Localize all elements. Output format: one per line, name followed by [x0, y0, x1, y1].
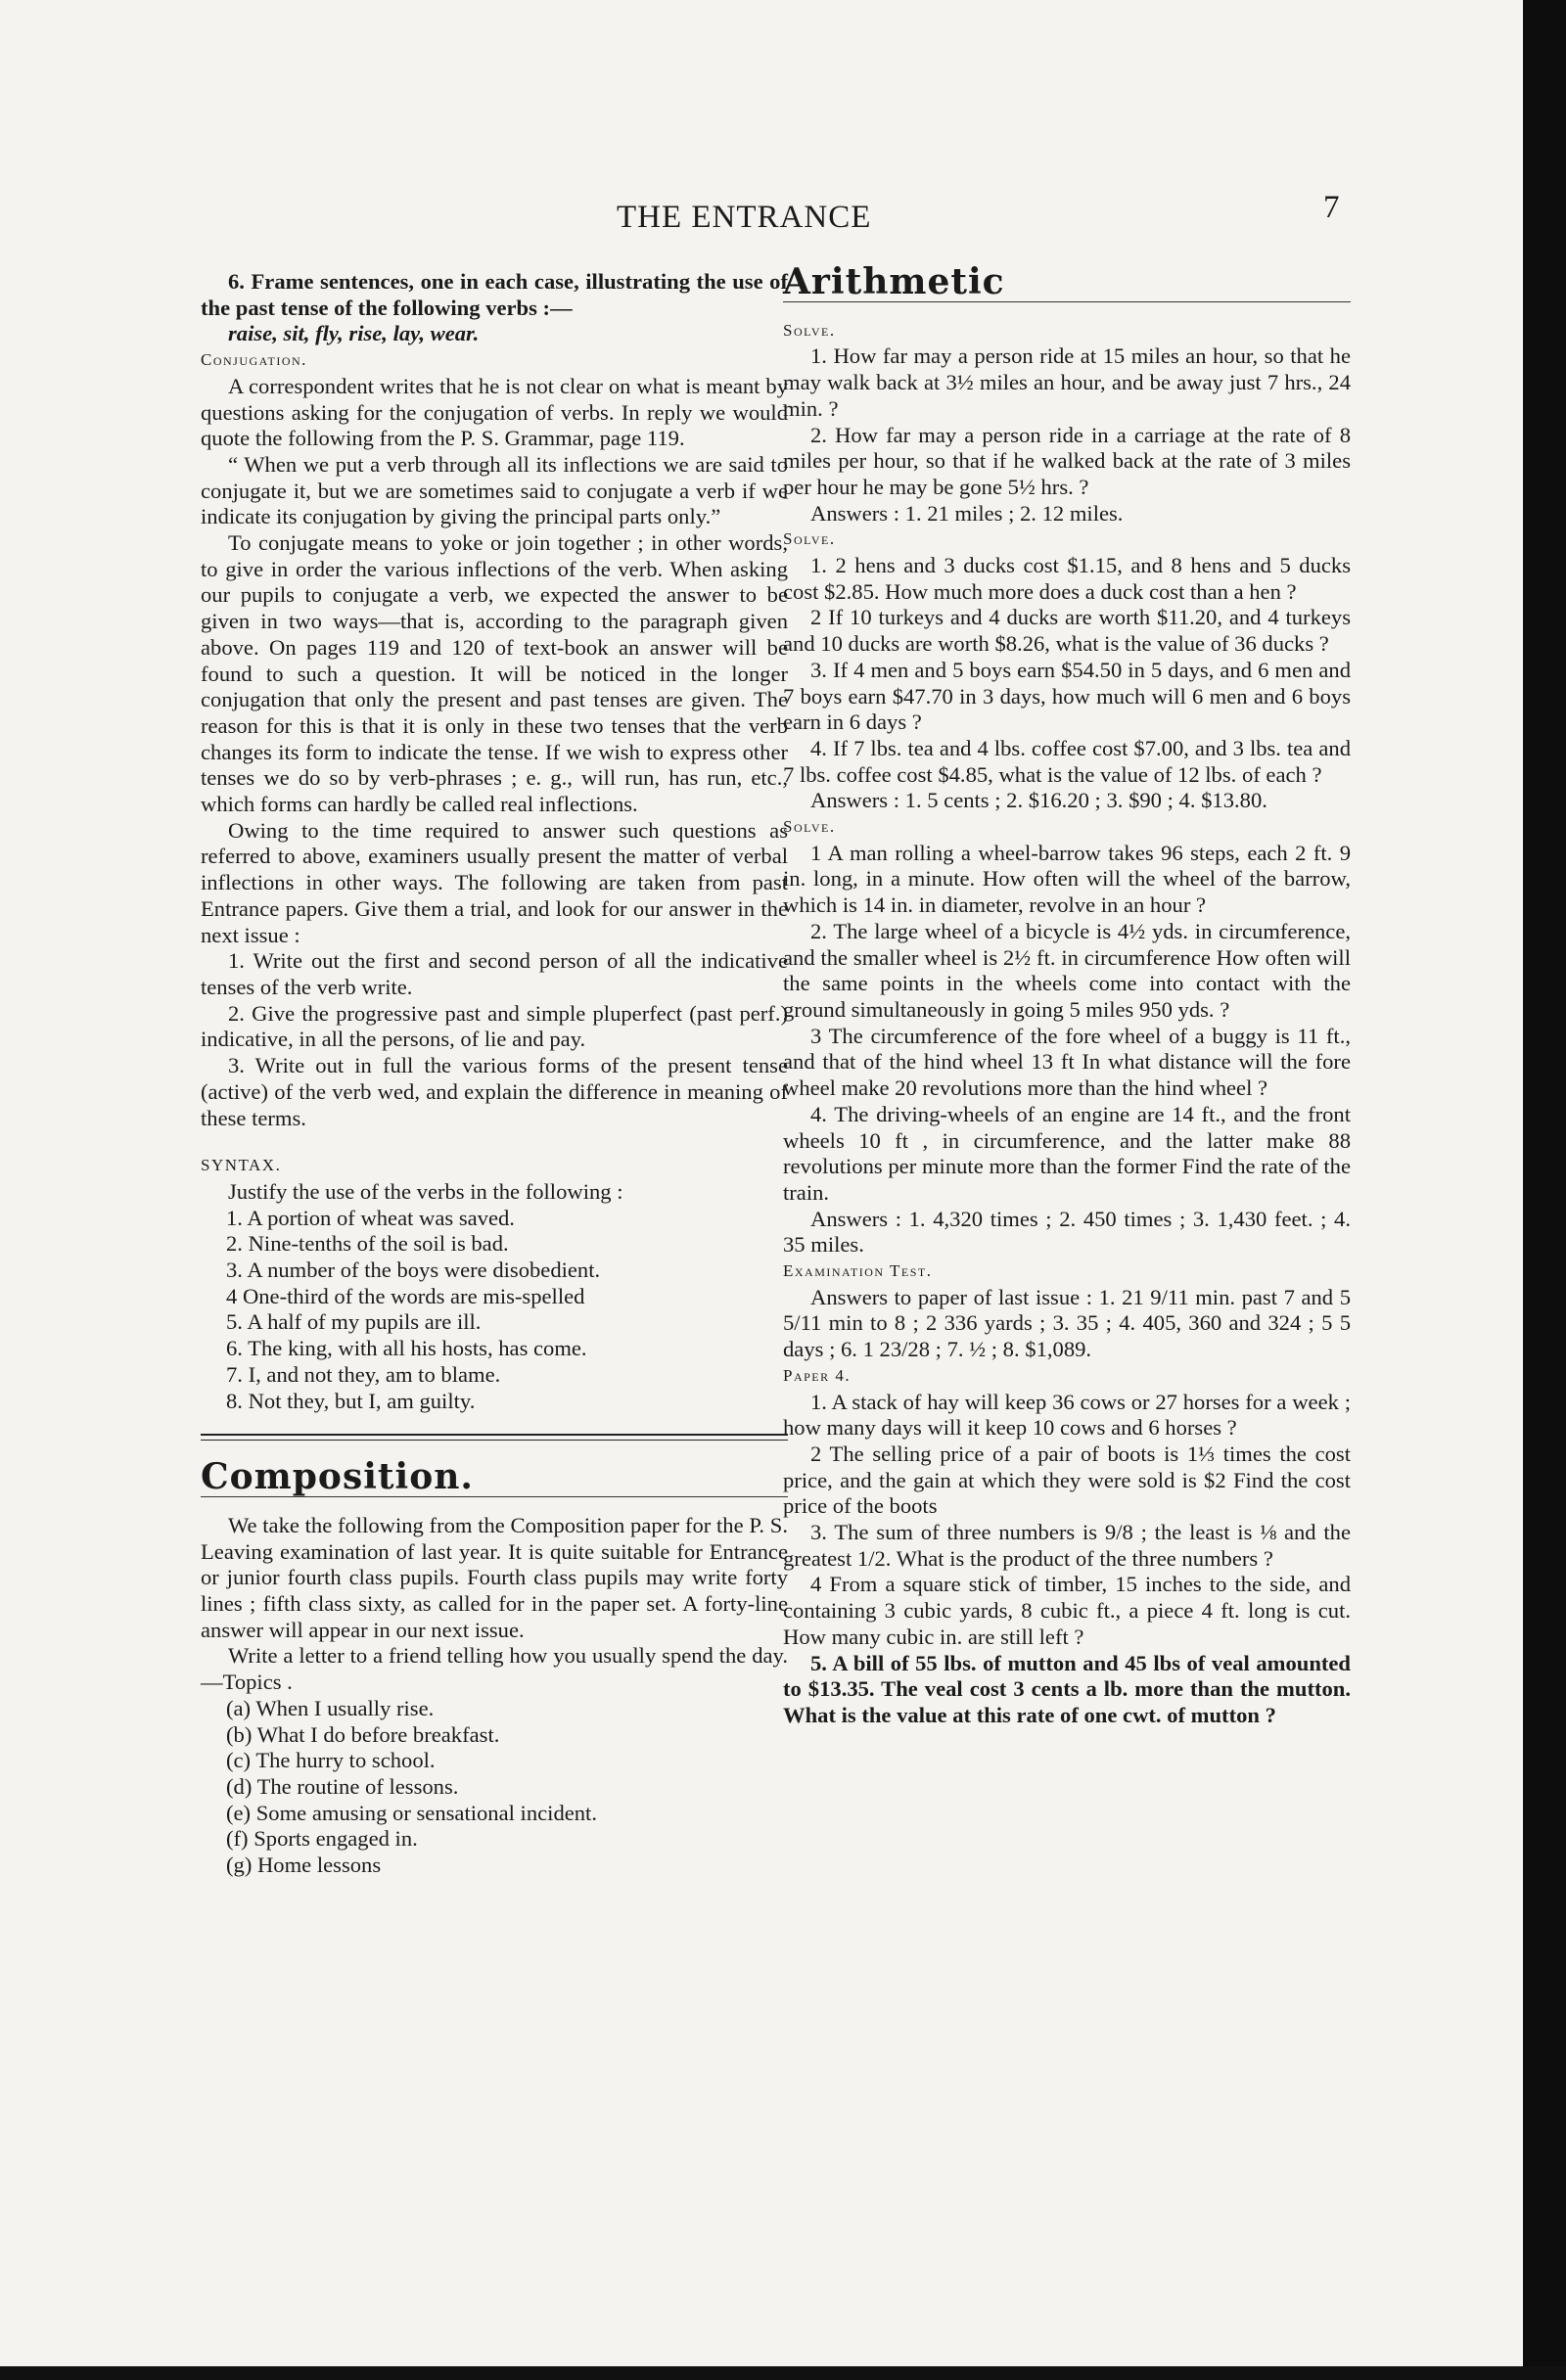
composition-paragraph-2: Write a letter to a friend telling how you usually spend the day.—Topics .: [201, 1643, 788, 1695]
left-column: [201, 269, 788, 1879]
syntax-item: 3. A number of the boys were disobedient.: [226, 1258, 601, 1283]
problem: 3. If 4 men and 5 boys earn $54.50 in 5 days, and 6 men and 7 boys earn $47.70 in 3 days, how much will 6 men and 6 boys earn in 6 days ?: [783, 657, 1351, 735]
composition-heading: Composition.: [201, 1456, 474, 1498]
syntax-item: 6. The king, with all his hosts, has come.: [226, 1336, 587, 1361]
syntax-item: 2. Nine-tenths of the soil is bad.: [226, 1231, 509, 1257]
conjugation-paragraph-1: A correspondent writes that he is not clear on what is meant by questions asking for the conjugation of verbs. In reply we would quote the following from the P. S. Grammar, page 119.: [201, 373, 788, 451]
conjugation-question-1: 1. Write out the first and second person of all the indicative tenses of the verb write.: [201, 948, 788, 999]
question-6: 6. Frame sentences, one in each case, illustrating the use of the past tense of the following verbs :—: [201, 269, 788, 320]
arithmetic-heading: Arithmetic: [783, 261, 1005, 302]
problem: 4. The driving-wheels of an engine are 14 ft., and the front wheels 10 ft , in circumference, and the latter make 88 revolutions per minute more than the former Find the rate of the train.: [783, 1101, 1351, 1205]
problem: 2 The selling price of a pair of boots is 1⅓ times the cost price, and the gain at which they were sold is $2 Find the cost price of the boots: [783, 1441, 1351, 1519]
problem: 1. How far may a person ride at 15 miles an hour, so that he may walk back at 3½ miles an hour, and be away just 7 hrs., 24 min. ?: [783, 343, 1351, 421]
conjugation-paragraph-4: Owing to the time required to answer such questions as referred to above, examiners usually present the matter of verbal inflections in other ways. The following are taken from past Entrance papers. Give them a trial, and look for our answer in the next issue :: [201, 817, 788, 947]
composition-paragraph-1: We take the following from the Composition paper for the P. S. Leaving examination of last year. It is quite suitable for Entrance or junior fourth class pupils. Fourth class pupils may write forty lines ; fifth class sixty, as called for in the paper set. A forty-line answer will appear in our next issue.: [201, 1512, 788, 1642]
problem: 2. How far may a person ride in a carriage at the rate of 8 miles per hour, so that if he walked back at the rate of 3 miles per hour he may be gone 5½ hrs. ?: [783, 422, 1351, 499]
topic-item: (a) When I usually rise.: [226, 1695, 435, 1720]
conjugation-paragraph-2: “ When we put a verb through all its inflections we are said to conjugate it, but we are sometimes said to conjugate a verb if we indicate its conjugation by giving the principal parts only.”: [201, 451, 788, 529]
syntax-item: 1. A portion of wheat was saved.: [226, 1205, 515, 1230]
problem: 4 From a square stick of timber, 15 inches to the side, and containing 3 cubic yards, 8 cubic ft., a piece 4 ft. long is cut. How many cubic in. are still left ?: [783, 1572, 1351, 1649]
problem: 1. A stack of hay will keep 36 cows or 27 horses for a week ; how many days will it keep 10 cows and 6 horses ?: [783, 1389, 1351, 1441]
bottom-edge: [0, 2366, 1566, 2380]
problem: 4. If 7 lbs. tea and 4 lbs. coffee cost $7.00, and 3 lbs. tea and 7 lbs. coffee cost $4.85, what is the value of 12 lbs. of each ?: [783, 735, 1351, 787]
problem: 2. The large wheel of a bicycle is 4½ yds. in circumference, and the smaller wheel is 2½ ft. in circumference How often will the same points in the wheels come into contact with the ground simultaneously in going 5 miles 950 yds. ?: [783, 918, 1351, 1022]
syntax-item: 8. Not they, but I, am guilty.: [226, 1388, 476, 1413]
problem: 1. 2 hens and 3 ducks cost $1.15, and 8 hens and 5 ducks cost $2.85. How much more does a duck cost than a hen ?: [783, 553, 1351, 604]
page-number: 7: [1323, 190, 1340, 225]
problem: 3 The circumference of the fore wheel of a buggy is 11 ft., and that of the hind wheel 13 ft In what distance will the fore wheel make 20 revolutions more than the hind wheel ?: [783, 1023, 1351, 1101]
running-header: THE ENTRANCE: [617, 200, 872, 235]
syntax-intro: Justify the use of the verbs in the following :: [228, 1178, 623, 1204]
answers: Answers : 1. 4,320 times ; 2. 450 times ; 3. 1,430 feet. ; 4. 35 miles.: [783, 1206, 1351, 1258]
answers: Answers : 1. 21 miles ; 2. 12 miles.: [810, 500, 1124, 526]
solve-heading: Solve.: [783, 320, 836, 340]
problem: 5. A bill of 55 lbs. of mutton and 45 lbs of veal amounted to $13.35. The veal cost 3 cents a lb. more than the mutton. What is the value at this rate of one cwt. of mutton ?: [783, 1650, 1351, 1727]
problem: 2 If 10 turkeys and 4 ducks are worth $11.20, and 4 turkeys and 10 ducks are worth $8.26, what is the value of 36 ducks ?: [783, 605, 1351, 657]
paper-heading: Paper 4.: [783, 1365, 852, 1385]
problem: 1 A man rolling a wheel-barrow takes 96 steps, each 2 ft. 9 in. long, in a minute. How often will the wheel of the barrow, which is 14 in. in diameter, revolve in an hour ?: [783, 840, 1351, 918]
conjugation-paragraph-3: To conjugate means to yoke or join together ; in other words, to give in order the various inflections of the verb. When asking our pupils to conjugate a verb, we expected the answer to be given in two ways—that is, according to the paragraph given above. On pages 119 and 120 of text-book an answer will be found to such a question. It will be noticed in the longer conjugation that only the present and past tenses are given. The reason for this is that it is only in these two tenses that the verb changes its form to indicate the tense. If we wish to express other tenses we do so by verb-phrases ; e. g., will run, has run, etc., which forms can hardly be called real inflections.: [201, 530, 788, 817]
examination-test-heading: Examination Test.: [783, 1261, 933, 1281]
right-column: [783, 261, 1351, 1729]
topic-item: (c) The hurry to school.: [226, 1748, 436, 1773]
syntax-item: 5. A half of my pupils are ill.: [226, 1309, 482, 1335]
syntax-item: 4 One-third of the words are mis-spelled: [226, 1283, 585, 1308]
syntax-heading: SYNTAX.: [201, 1156, 282, 1175]
section-divider: [201, 1434, 788, 1441]
binding-edge: [1523, 0, 1566, 2380]
topic-item: (g) Home lessons: [226, 1853, 382, 1878]
problem: 3. The sum of three numbers is 9/8 ; the least is ⅛ and the greatest 1/2. What is the product of the three numbers ?: [783, 1520, 1351, 1571]
conjugation-question-3: 3. Write out in full the various forms of the present tense (active) of the verb wed, and explain the difference in meaning of these terms.: [201, 1053, 788, 1130]
solve-heading: Solve.: [783, 529, 836, 549]
question-6-verbs: raise, sit, fly, rise, lay, wear.: [228, 321, 480, 346]
composition-topics: [201, 1696, 788, 1879]
solve-heading: Solve.: [783, 817, 836, 837]
conjugation-heading: Conjugation.: [201, 350, 307, 370]
topic-item: (d) The routine of lessons.: [226, 1773, 459, 1799]
topic-item: (e) Some amusing or sensational incident.: [226, 1800, 597, 1825]
topic-item: (f) Sports engaged in.: [226, 1826, 418, 1852]
syntax-item: 7. I, and not they, am to blame.: [226, 1361, 501, 1387]
topic-item: (b) What I do before breakfast.: [226, 1721, 500, 1747]
conjugation-question-2: 2. Give the progressive past and simple pluperfect (past perf.) indicative, in all the persons, of lie and pay.: [201, 1000, 788, 1052]
examination-answers: Answers to paper of last issue : 1. 21 9/11 min. past 7 and 5 5/11 min to 8 ; 2 336 yards ; 3. 35 ; 4. 405, 360 and 324 ; 5 5 days ; 6. 1 23/28 ; 7. ½ ; 8. $1,089.: [783, 1284, 1351, 1362]
syntax-list: [201, 1206, 788, 1415]
answers: Answers : 1. 5 cents ; 2. $16.20 ; 3. $90 ; 4. $13.80.: [810, 788, 1267, 813]
